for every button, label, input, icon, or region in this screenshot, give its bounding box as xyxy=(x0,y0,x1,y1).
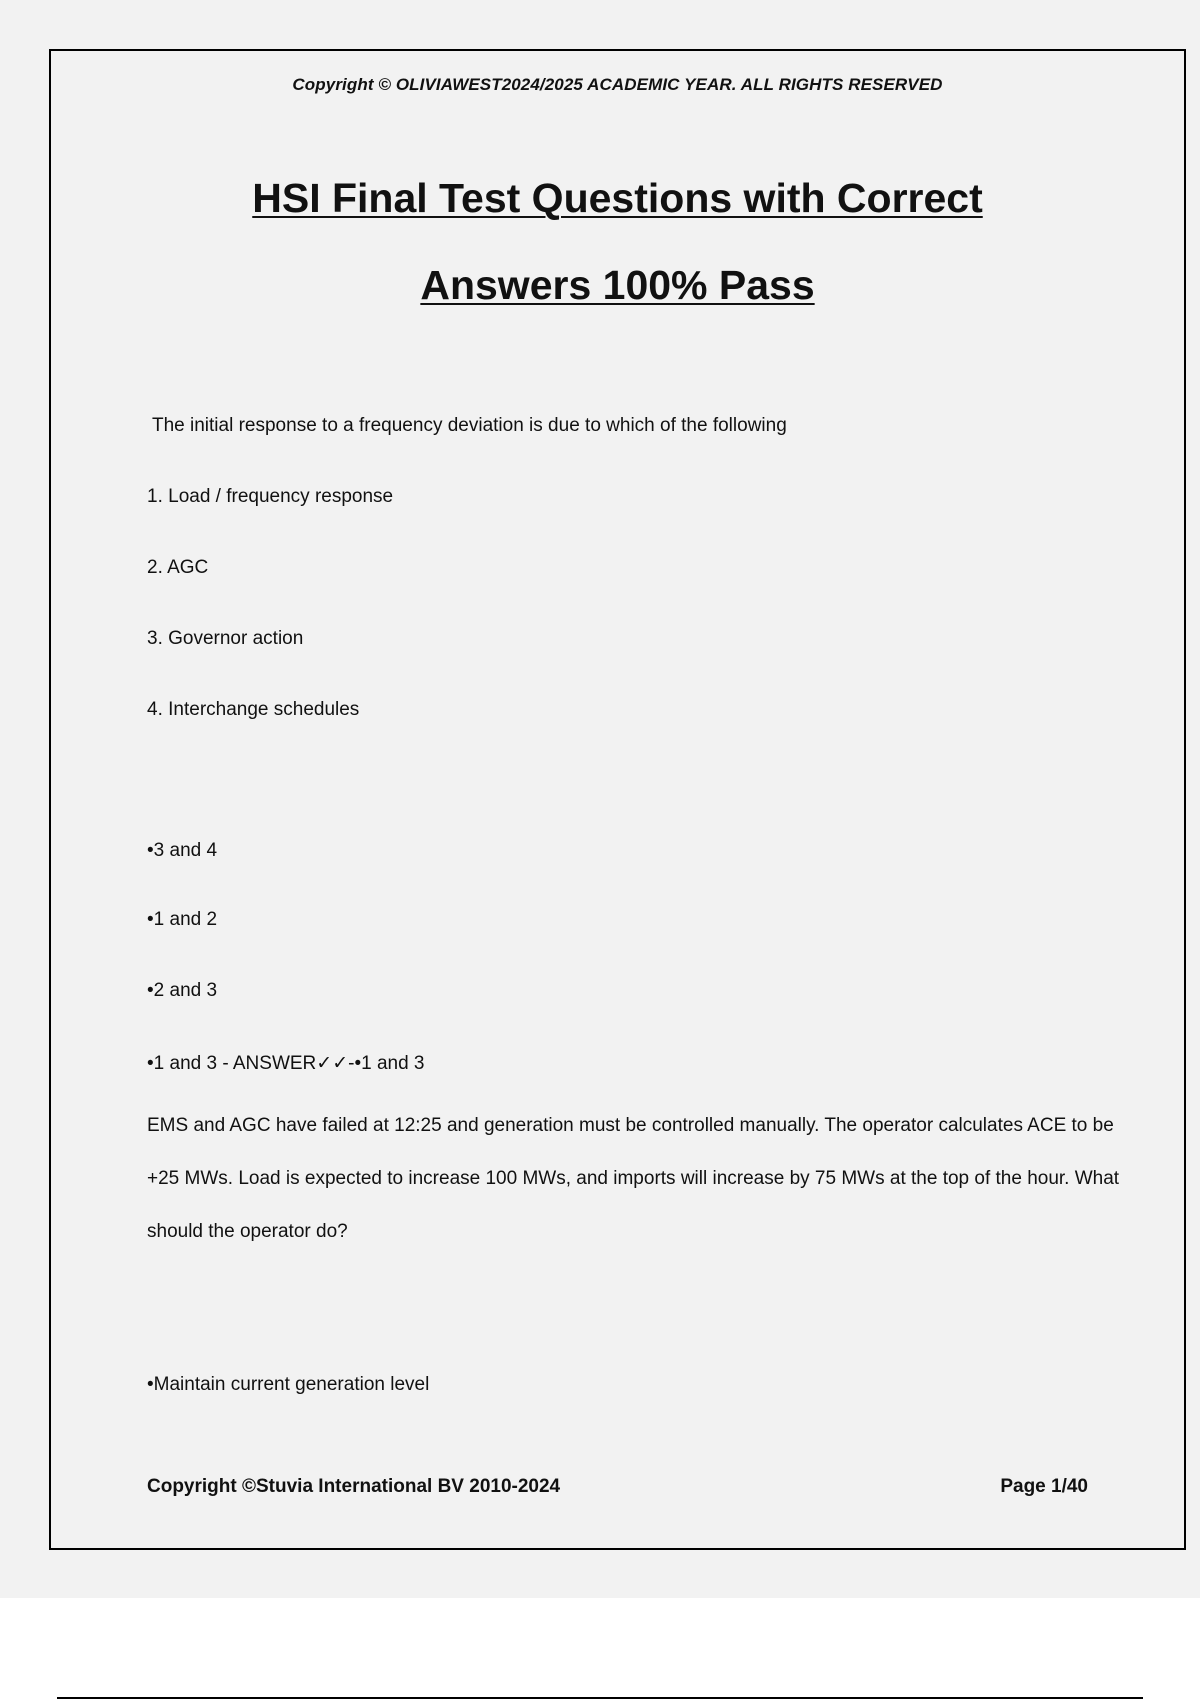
question-1-choice-1: •3 and 4 xyxy=(147,840,218,861)
question-1-choice-3: •2 and 3 xyxy=(147,980,218,1001)
question-1-option-4: 4. Interchange schedules xyxy=(147,699,360,720)
question-1-option-1: 1. Load / frequency response xyxy=(147,486,394,507)
question-1-option-2: 2. AGC xyxy=(147,557,209,578)
question-1-answer: •1 and 3 - ANSWER✓✓-•1 and 3 xyxy=(147,1053,425,1074)
header-copyright: Copyright © OLIVIAWEST2024/2025 ACADEMIC YEAR. ALL RIGHTS RESERVED xyxy=(292,75,943,94)
document-page xyxy=(49,49,1186,1550)
question-1-prompt: The initial response to a frequency deviation is due to which of the following xyxy=(152,415,787,436)
footer-copyright: Copyright ©Stuvia International BV 2010-2024 xyxy=(147,1476,561,1497)
question-1-option-3: 3. Governor action xyxy=(147,628,304,649)
question-1-choice-2: •1 and 2 xyxy=(147,909,218,930)
question-2-choice-1: •Maintain current generation level xyxy=(147,1374,430,1395)
question-2-prompt: EMS and AGC have failed at 12:25 and generation must be controlled manually. The operator calculates ACE to be +25 MWs. Load is expected to increase 100 MWs, and imports will increase by 75 MWs at the top of the hour. What should the operator do? xyxy=(147,1115,1120,1242)
next-page-divider xyxy=(57,1697,1143,1699)
document-title-line-1: HSI Final Test Questions with Correct xyxy=(252,175,983,221)
page-number: Page 1/40 xyxy=(1000,1476,1088,1497)
document-title-line-2: Answers 100% Pass xyxy=(420,262,815,308)
